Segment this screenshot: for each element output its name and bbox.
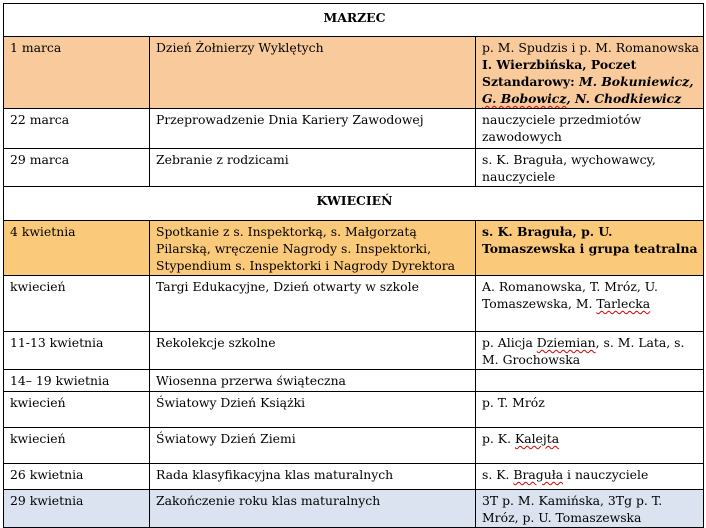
responsible-cell	[476, 332, 704, 370]
responsible-text: A. Romanowska, T. Mróz, U. Tomaszewska, M.	[482, 279, 658, 311]
responsible-text: N. Chodkiewicz	[575, 91, 682, 106]
responsible-text: Dziemian	[536, 335, 596, 350]
responsible-text: ,	[566, 91, 576, 106]
responsible-cell	[476, 428, 704, 464]
event-cell: Rekolekcje szkolne	[150, 332, 476, 370]
event-cell: Wiosenna przerwa świąteczna	[150, 370, 476, 392]
responsible-text: p. K.	[482, 431, 515, 446]
month-header: MARZEC	[4, 4, 704, 37]
responsible-text: s. K.	[482, 467, 514, 482]
responsible-text: nauczyciele przedmiotów zawodowych	[482, 112, 642, 144]
date-cell: 1 marca	[4, 37, 150, 109]
responsible-text: s. K. Braguła, p. U. Tomaszewska i grupa teatralna	[482, 224, 698, 256]
table-row	[4, 332, 704, 370]
table-row	[4, 490, 704, 528]
table-row	[4, 428, 704, 464]
responsible-text: M. Bokuniewicz,	[578, 74, 694, 89]
table-row	[4, 37, 704, 109]
event-cell: Spotkanie z s. Inspektorką, s. Małgorzatą Pilarską, wręczenie Nagrody s. Inspektorki, Stypendium s. Inspektorki i Nagrody Dyrektora	[150, 221, 476, 276]
event-cell: Światowy Dzień Książki	[150, 392, 476, 428]
responsible-cell	[476, 276, 704, 332]
responsible-cell	[476, 109, 704, 149]
date-cell: kwiecień	[4, 428, 150, 464]
responsible-text: s. K. Braguła, wychowawcy, nauczyciele	[482, 152, 656, 184]
responsible-cell	[476, 464, 704, 490]
responsible-text: 3T p. M. Kamińska, 3Tg p. T. Mróz, p. U. Tomaszewska	[482, 493, 663, 525]
table-row	[4, 392, 704, 428]
date-cell: 14– 19 kwietnia	[4, 370, 150, 392]
event-cell: Rada klasyfikacyjna klas maturalnych	[150, 464, 476, 490]
date-cell: 29 marca	[4, 149, 150, 187]
responsible-text: i nauczyciele	[563, 467, 649, 482]
date-cell: 4 kwietnia	[4, 221, 150, 276]
table-row	[4, 370, 704, 392]
month-header-row	[4, 4, 704, 37]
responsible-cell	[476, 37, 704, 109]
date-cell: 29 kwietnia	[4, 490, 150, 528]
event-cell: Targi Edukacyjne, Dzień otwarty w szkole	[150, 276, 476, 332]
event-cell: Zebranie z rodzicami	[150, 149, 476, 187]
responsible-text: Braguła	[513, 467, 564, 482]
responsible-cell	[476, 370, 704, 392]
month-header: KWIECIEŃ	[4, 187, 704, 221]
table-row	[4, 276, 704, 332]
responsible-text: p. T. Mróz	[482, 395, 545, 410]
event-cell: Przeprowadzenie Dnia Kariery Zawodowej	[150, 109, 476, 149]
month-header-row	[4, 187, 704, 221]
date-cell: 26 kwietnia	[4, 464, 150, 490]
table-row	[4, 109, 704, 149]
date-cell: 22 marca	[4, 109, 150, 149]
responsible-text: Kalejta	[514, 431, 560, 446]
responsible-text: p. Alicja	[482, 335, 537, 350]
responsible-cell	[476, 221, 704, 276]
responsible-cell	[476, 149, 704, 187]
date-cell: 11-13 kwietnia	[4, 332, 150, 370]
responsible-text: G. Bobowicz	[482, 91, 567, 106]
date-cell: kwiecień	[4, 276, 150, 332]
table-row	[4, 149, 704, 187]
responsible-text: I. Wierzbińska, Poczet Sztandarowy:	[482, 57, 637, 89]
event-cell: Światowy Dzień Ziemi	[150, 428, 476, 464]
event-cell: Dzień Żołnierzy Wyklętych	[150, 37, 476, 109]
schedule-table	[3, 3, 704, 528]
date-cell: kwiecień	[4, 392, 150, 428]
event-cell: Zakończenie roku klas maturalnych	[150, 490, 476, 528]
table-row	[4, 464, 704, 490]
responsible-cell	[476, 490, 704, 528]
responsible-cell	[476, 392, 704, 428]
table-row	[4, 221, 704, 276]
responsible-text: Tarlecka	[596, 296, 651, 311]
responsible-text: , s. M. Lata, s. M. Grochowska	[482, 335, 685, 367]
responsible-text: p. M. Spudzis i p. M. Romanowska	[482, 40, 699, 55]
